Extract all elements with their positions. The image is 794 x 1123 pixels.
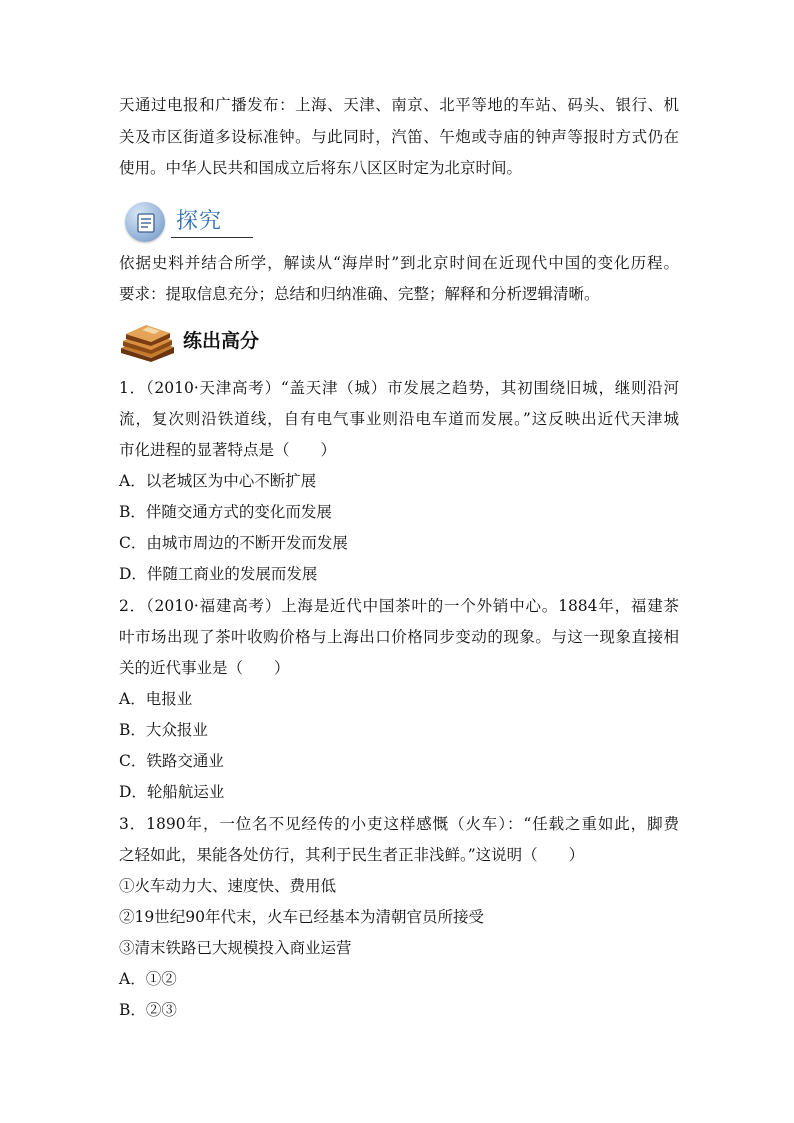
divider bbox=[171, 237, 253, 238]
question-statement: ②19世纪90年代末，火车已经基本为清朝官员所接受 bbox=[119, 908, 484, 926]
question-stem: 3．1890年，一位名不见经传的小吏这样感慨（火车）：“任载之重如此，脚费 bbox=[119, 815, 679, 833]
question-stem: 市化进程的显著特点是（ ） bbox=[119, 441, 337, 459]
question-stem: 1．（2010·天津高考）“盖天津（城）市发展之趋势，其初围绕旧城，继则沿河 bbox=[119, 379, 679, 397]
question-stem: 流，复次则沿铁道线，自有电气事业则沿电车道而发展。”这反映出近代天津城 bbox=[119, 410, 679, 428]
answer-option: C．铁路交通业 bbox=[119, 752, 224, 770]
intro-line: 天通过电报和广播发布：上海、天津、南京、北平等地的车站、码头、银行、机 bbox=[119, 96, 679, 114]
answer-option: D．伴随工商业的发展而发展 bbox=[119, 565, 318, 583]
tanjiu-header bbox=[121, 199, 256, 245]
section-title: 练出高分 bbox=[183, 330, 260, 352]
books-icon bbox=[118, 322, 176, 362]
tanjiu-text: 依据史料并结合所学，解读从“海岸时”到北京时间在近现代中国的变化历程。 bbox=[119, 254, 679, 272]
answer-option: B．大众报业 bbox=[119, 721, 208, 739]
tanjiu-text: 要求：提取信息充分；总结和归纳准确、完整；解释和分析逻辑清晰。 bbox=[119, 285, 600, 303]
question-stem: 叶市场出现了茶叶收购价格与上海出口价格同步变动的现象。与这一现象直接相 bbox=[119, 628, 679, 646]
question-statement: ③清末铁路已大规模投入商业运营 bbox=[119, 939, 352, 957]
question-stem: 关的近代事业是（ ） bbox=[119, 659, 290, 677]
intro-line: 使用。中华人民共和国成立后将东八区区时定为北京时间。 bbox=[119, 159, 523, 177]
answer-option: B．②③ bbox=[119, 1001, 177, 1019]
answer-option: A．以老城区为中心不断扩展 bbox=[119, 472, 317, 490]
question-statement: ①火车动力大、速度快、费用低 bbox=[119, 877, 337, 895]
answer-option: D．轮船航运业 bbox=[119, 783, 225, 801]
answer-option: A．电报业 bbox=[119, 690, 193, 708]
answer-option: A．①② bbox=[119, 970, 177, 988]
intro-line: 关及市区街道多设标准钟。与此同时，汽笛、午炮或寺庙的钟声等报时方式仍在 bbox=[119, 128, 679, 146]
tanjiu-title: 探究 bbox=[176, 209, 223, 234]
answer-option: C．由城市周边的不断开发而发展 bbox=[119, 534, 348, 552]
document-icon bbox=[135, 212, 157, 234]
question-stem: 2．（2010·福建高考）上海是近代中国茶叶的一个外销中心。1884年，福建茶 bbox=[119, 597, 679, 615]
answer-option: B．伴随交通方式的变化而发展 bbox=[119, 503, 332, 521]
question-stem: 之轻如此，果能各处仿行，其利于民生者正非浅鲜。”这说明（ ） bbox=[119, 846, 585, 864]
